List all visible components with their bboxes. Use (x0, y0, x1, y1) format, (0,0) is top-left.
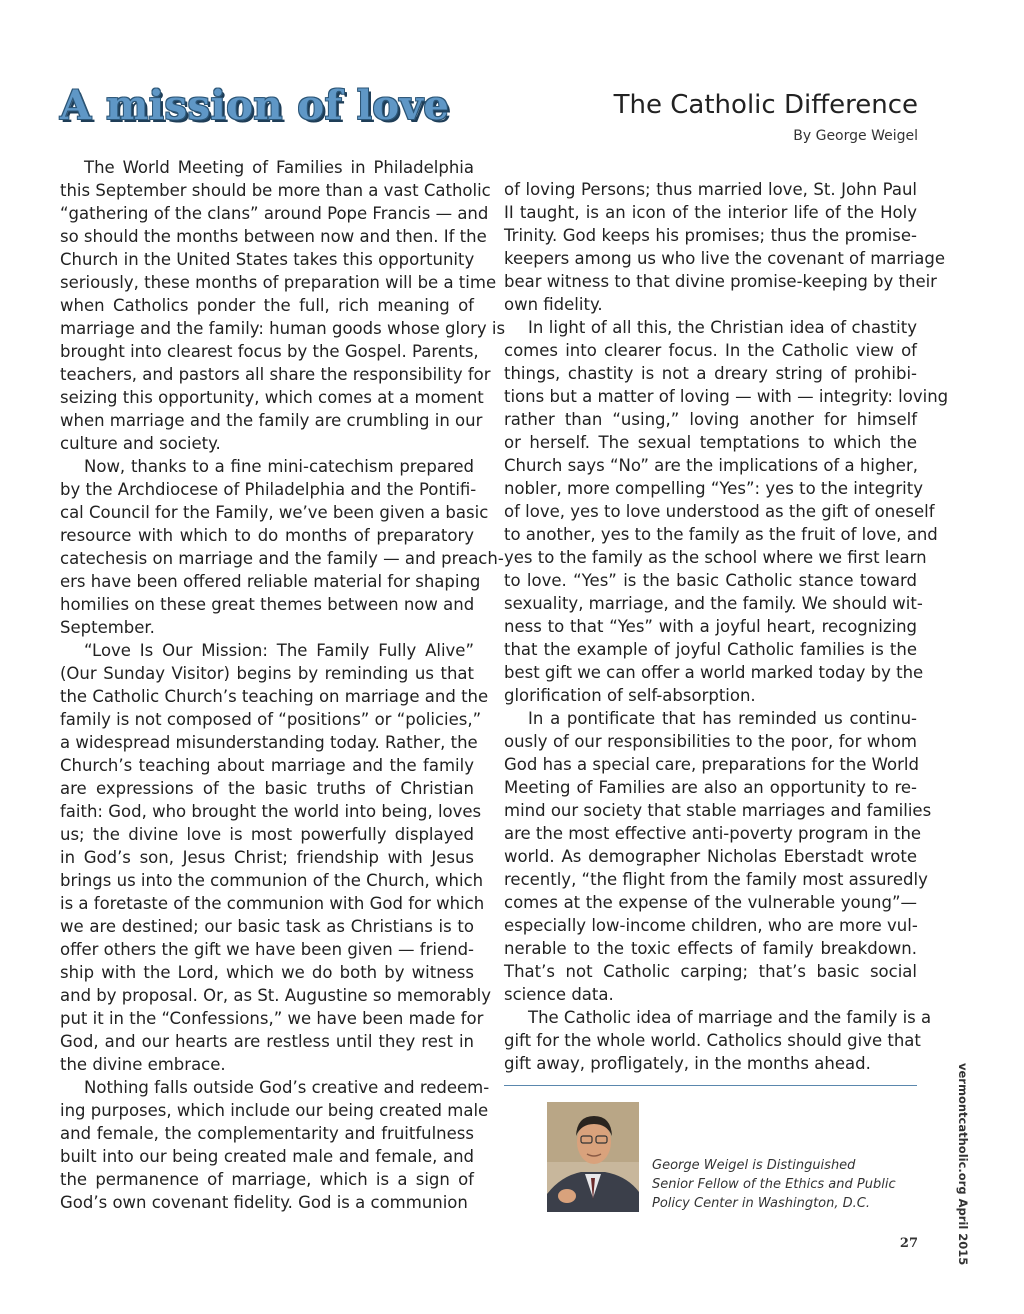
text-line: built into our being created male and female, and (60, 1147, 474, 1166)
text-line: catechesis on marriage and the family — and preach- (60, 549, 504, 568)
text-line: this September should be more than a vast Catholic (60, 181, 491, 200)
text-line: Church says “No” are the implications of a higher, (504, 456, 918, 475)
text-line: are expressions of the basic truths of Christian (60, 779, 474, 798)
text-line: “Love Is Our Mission: The Family Fully Alive” (84, 641, 474, 660)
text-line: when Catholics ponder the full, rich meaning of (60, 296, 474, 315)
text-line: gift away, profligately, in the months ahead. (504, 1054, 871, 1073)
caption-line: Senior Fellow of the Ethics and Public (652, 1177, 896, 1192)
text-line: to another, yes to the family as the fruit of love, and (504, 525, 938, 544)
text-line: the permanence of marriage, which is a sign of (60, 1170, 474, 1189)
text-line: and by proposal. Or, as St. Augustine so memorably (60, 986, 491, 1005)
text-line: the divine embrace. (60, 1055, 226, 1074)
text-line: by the Archdiocese of Philadelphia and the Pontifi- (60, 480, 477, 499)
text-line: resource with which to do months of preparatory (60, 526, 474, 545)
text-line: tions but a matter of loving — with — integrity: loving (504, 387, 949, 406)
text-line: Meeting of Families are also an opportunity to re- (504, 778, 917, 797)
headline: A mission of love (60, 82, 450, 129)
text-line: glorification of self-absorption. (504, 686, 756, 705)
text-line: comes into clearer focus. In the Catholic view of (504, 341, 917, 360)
text-line: keepers among us who live the covenant of marriage (504, 249, 945, 268)
text-line: gift for the whole world. Catholics should give that (504, 1031, 921, 1050)
text-line: In light of all this, the Christian idea of chastity (528, 318, 917, 337)
text-line: cal Council for the Family, we’ve been given a basic (60, 503, 489, 522)
text-line: ously of our responsibilities to the poor, for whom (504, 732, 917, 751)
text-line: recently, “the flight from the family most assuredly (504, 870, 928, 889)
author-portrait-image (547, 1102, 639, 1212)
text-line: God has a special care, preparations for the World (504, 755, 919, 774)
text-line: God’s own covenant fidelity. God is a communion (60, 1193, 468, 1212)
byline: By George Weigel (793, 128, 918, 144)
text-line: we are destined; our basic task as Christians is to (60, 917, 474, 936)
text-line: of loving Persons; thus married love, St. John Paul (504, 180, 917, 199)
text-line: Church in the United States takes this opportunity (60, 250, 475, 269)
text-line: homilies on these great themes between now and (60, 595, 475, 614)
text-line: the Catholic Church’s teaching on marriage and the (60, 687, 489, 706)
text-line: Nothing falls outside God’s creative and redeem- (84, 1078, 490, 1097)
text-line: September. (60, 618, 155, 637)
text-line: (Our Sunday Visitor) begins by reminding us that (60, 664, 474, 683)
text-line: rather than “using,” loving another for himself (504, 410, 917, 429)
text-line: II taught, is an icon of the interior life of the Holy (504, 203, 917, 222)
text-line: ness to that “Yes” with a joyful heart, recognizing (504, 617, 917, 636)
text-line: science data. (504, 985, 614, 1004)
page-number: 27 (899, 1236, 918, 1251)
side-folio: vermontcatholic.org April 2015 (956, 1063, 970, 1266)
text-line: yes to the family as the school where we first learn (504, 548, 927, 567)
text-line: brought into clearest focus by the Gospel. Parents, (60, 342, 479, 361)
text-line: so should the months between now and then. If the (60, 227, 487, 246)
text-line: seizing this opportunity, which comes at a moment (60, 388, 484, 407)
text-line: seriously, these months of preparation will be a time (60, 273, 497, 292)
author-bio-caption (652, 1156, 896, 1213)
right-column (504, 178, 949, 1075)
text-line: That’s not Catholic carping; that’s basic social (504, 962, 917, 981)
text-line: when marriage and the family are crumbling in our (60, 411, 483, 430)
caption-line: Policy Center in Washington, D.C. (652, 1196, 870, 1211)
text-line: Trinity. God keeps his promises; thus the promise- (504, 226, 917, 245)
text-line: are the most effective anti-poverty program in the (504, 824, 922, 843)
text-line: teachers, and pastors all share the responsibility for (60, 365, 491, 384)
text-line: comes at the expense of the vulnerable young”— (504, 893, 917, 912)
text-line: faith: God, who brought the world into being, loves (60, 802, 482, 821)
text-line: in God’s son, Jesus Christ; friendship with Jesus (60, 848, 474, 867)
text-line: Now, thanks to a fine mini-catechism prepared (84, 457, 474, 476)
text-line: ing purposes, which include our being created male (60, 1101, 489, 1120)
left-column (60, 156, 506, 1214)
text-line: “gathering of the clans” around Pope Francis — and (60, 204, 489, 223)
text-line: Church’s teaching about marriage and the family (60, 756, 474, 775)
text-line: The Catholic idea of marriage and the family is a (528, 1008, 932, 1027)
text-line: own fidelity. (504, 295, 603, 314)
text-line: nerable to the toxic effects of family breakdown. (504, 939, 917, 958)
text-line: culture and society. (60, 434, 221, 453)
text-line: mind our society that stable marriages and families (504, 801, 932, 820)
text-line: family is not composed of “positions” or “policies,” (60, 710, 482, 729)
text-line: best gift we can offer a world marked today by the (504, 663, 924, 682)
caption-line: George Weigel is Distinguished (652, 1158, 856, 1173)
text-line: nobler, more compelling “Yes”: yes to the integrity (504, 479, 923, 498)
divider-rule (504, 1085, 917, 1086)
text-line: offer others the gift we have been given — friend- (60, 940, 474, 959)
text-line: of love, yes to love understood as the gift of oneself (504, 502, 935, 521)
text-line: is a foretaste of the communion with God for which (60, 894, 485, 913)
text-line: bear witness to that divine promise-keeping by their (504, 272, 937, 291)
text-line: a widespread misunderstanding today. Rather, the (60, 733, 478, 752)
text-line: put it in the “Confessions,” we have been made for (60, 1009, 484, 1028)
text-line: world. As demographer Nicholas Eberstadt wrote (504, 847, 917, 866)
text-line: us; the divine love is most powerfully displayed (60, 825, 474, 844)
text-line: brings us into the communion of the Church, which (60, 871, 484, 890)
column-title: The Catholic Difference (613, 90, 918, 120)
text-line: or herself. The sexual temptations to which the (504, 433, 917, 452)
text-line: to love. “Yes” is the basic Catholic stance toward (504, 571, 917, 590)
text-line: and female, the complementarity and fruitfulness (60, 1124, 474, 1143)
text-line: The World Meeting of Families in Philadelphia (84, 158, 474, 177)
text-line: sexuality, marriage, and the family. We should wit- (504, 594, 923, 613)
text-line: especially low-income children, who are more vul- (504, 916, 918, 935)
author-photo (547, 1102, 639, 1212)
text-line: ers have been offered reliable material for shaping (60, 572, 481, 591)
text-line: that the example of joyful Catholic families is the (504, 640, 917, 659)
text-line: In a pontificate that has reminded us continu- (528, 709, 917, 728)
text-line: things, chastity is not a dreary string of prohibi- (504, 364, 917, 383)
text-line: marriage and the family: human goods whose glory is (60, 319, 506, 338)
text-line: ship with the Lord, which we do both by witness (60, 963, 474, 982)
text-line: God, and our hearts are restless until they rest in (60, 1032, 474, 1051)
